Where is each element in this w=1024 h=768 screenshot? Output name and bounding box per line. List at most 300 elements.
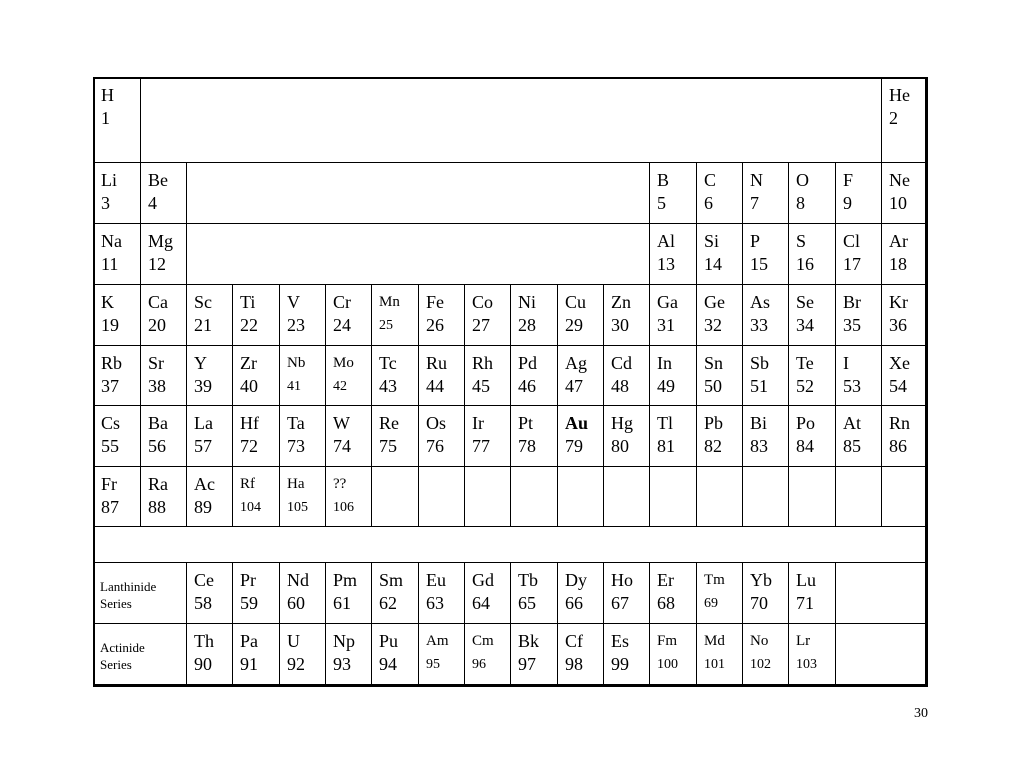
element-symbol: V [287, 292, 300, 312]
element-cell [835, 162, 882, 224]
element-cell [464, 405, 511, 467]
element-symbol: Ru [426, 353, 448, 373]
element-cell [788, 562, 836, 624]
atomic-number: 15 [750, 254, 768, 274]
element-cell [603, 405, 650, 467]
element-cell [649, 562, 697, 624]
element-cell [279, 562, 326, 624]
empty-cell [557, 466, 604, 527]
element-cell [649, 345, 697, 406]
element-cell [603, 562, 650, 624]
element-symbol: Re [379, 413, 399, 433]
element-cell [788, 405, 836, 467]
element-symbol: La [194, 413, 213, 433]
atomic-number: 77 [472, 436, 490, 456]
element-symbol: I [843, 353, 849, 373]
element-cell [557, 284, 604, 346]
element-cell [325, 562, 372, 624]
element-symbol: Ne [889, 170, 910, 190]
element-symbol: Ce [194, 570, 214, 590]
empty-cell [464, 466, 511, 527]
element-cell [279, 284, 326, 346]
element-symbol: Zn [611, 292, 631, 312]
atomic-number: 68 [657, 593, 675, 613]
element-symbol: Be [148, 170, 168, 190]
element-cell [881, 162, 928, 224]
element-cell [649, 405, 697, 467]
atomic-number: 5 [657, 193, 666, 213]
atomic-number: 56 [148, 436, 166, 456]
atomic-number: 12 [148, 254, 166, 274]
element-cell [186, 345, 233, 406]
element-cell [232, 466, 280, 527]
actinide-series-label [93, 623, 187, 687]
element-symbol: Eu [426, 570, 446, 590]
element-symbol: P [750, 231, 761, 251]
atomic-number: 27 [472, 315, 490, 335]
atomic-number: 31 [657, 315, 675, 335]
atomic-number: 28 [518, 315, 536, 335]
element-symbol: Ac [194, 474, 215, 494]
element-cell [603, 284, 650, 346]
atomic-number: 8 [796, 193, 805, 213]
element-symbol: Hg [611, 413, 633, 433]
element-cell [742, 562, 789, 624]
element-cell [140, 223, 187, 285]
element-cell [649, 223, 697, 285]
element-symbol: Pt [518, 413, 534, 433]
atomic-number: 20 [148, 315, 166, 335]
element-symbol: Ni [518, 292, 536, 312]
element-symbol: Zr [240, 353, 257, 373]
element-cell [140, 345, 187, 406]
element-symbol: Er [657, 570, 674, 590]
series-label-line: Actinide [100, 640, 145, 655]
atomic-number: 106 [333, 500, 354, 515]
element-symbol: Tm [704, 572, 725, 588]
element-cell [742, 223, 789, 285]
atomic-number: 47 [565, 376, 583, 396]
separator-row [93, 526, 928, 563]
atomic-number: 16 [796, 254, 814, 274]
element-symbol: Os [426, 413, 447, 433]
element-cell [742, 345, 789, 406]
element-symbol: Se [796, 292, 814, 312]
element-cell [788, 284, 836, 346]
atomic-number: 85 [843, 436, 861, 456]
empty-cell [418, 466, 465, 527]
atomic-number: 9 [843, 193, 852, 213]
empty-cell [649, 466, 697, 527]
element-cell [557, 562, 604, 624]
element-symbol: Lu [796, 570, 816, 590]
element-symbol: N [750, 170, 763, 190]
element-cell [696, 405, 743, 467]
element-cell [371, 405, 419, 467]
element-symbol: Ba [148, 413, 168, 433]
atomic-number: 95 [426, 657, 440, 672]
atomic-number: 101 [704, 657, 725, 672]
element-cell [140, 162, 187, 224]
element-cell [140, 405, 187, 467]
element-cell [464, 345, 511, 406]
atomic-number: 11 [101, 254, 119, 274]
element-cell [881, 345, 928, 406]
atomic-number: 71 [796, 593, 814, 613]
element-symbol: Sc [194, 292, 212, 312]
atomic-number: 2 [889, 108, 898, 128]
element-cell [557, 345, 604, 406]
atomic-number: 73 [287, 436, 305, 456]
element-cell [696, 562, 743, 624]
atomic-number: 32 [704, 315, 722, 335]
atomic-number: 46 [518, 376, 536, 396]
element-cell [696, 345, 743, 406]
atomic-number: 78 [518, 436, 536, 456]
atomic-number: 36 [889, 315, 907, 335]
series-label-line: Lanthinide [100, 579, 157, 594]
element-cell [325, 623, 372, 687]
element-symbol: Sn [704, 353, 724, 373]
element-cell [788, 162, 836, 224]
empty-cell [696, 466, 743, 527]
element-cell [742, 405, 789, 467]
atomic-number: 49 [657, 376, 675, 396]
atomic-number: 87 [101, 497, 119, 517]
element-symbol: Cm [472, 633, 494, 649]
element-symbol: Yb [750, 570, 772, 590]
element-cell [835, 405, 882, 467]
element-symbol: S [796, 231, 807, 251]
element-symbol: Pm [333, 570, 358, 590]
atomic-number: 42 [333, 379, 347, 394]
element-symbol: As [750, 292, 771, 312]
element-symbol: Pu [379, 631, 399, 651]
element-symbol: Fe [426, 292, 444, 312]
atomic-number: 65 [518, 593, 536, 613]
atomic-number: 66 [565, 593, 583, 613]
element-symbol: Ho [611, 570, 633, 590]
element-symbol: Y [194, 353, 207, 373]
empty-cell [835, 466, 882, 527]
element-symbol: O [796, 170, 809, 190]
atomic-number: 54 [889, 376, 907, 396]
atomic-number: 105 [287, 500, 308, 515]
atomic-number: 3 [101, 193, 110, 213]
element-symbol: Hf [240, 413, 259, 433]
element-symbol: At [843, 413, 861, 433]
empty-cell [881, 466, 928, 527]
atomic-number: 61 [333, 593, 351, 613]
atomic-number: 91 [240, 654, 258, 674]
series-label-line: Series [100, 657, 132, 672]
element-cell [788, 623, 836, 687]
element-symbol: Te [796, 353, 814, 373]
element-symbol: Cf [565, 631, 583, 651]
element-symbol: No [750, 633, 769, 649]
element-cell [140, 284, 187, 346]
element-symbol: Rf [240, 476, 255, 492]
element-cell [603, 623, 650, 687]
atomic-number: 1 [101, 108, 110, 128]
element-cell [371, 345, 419, 406]
element-cell [93, 345, 141, 406]
atomic-number: 62 [379, 593, 397, 613]
atomic-number: 75 [379, 436, 397, 456]
element-symbol: Tb [518, 570, 538, 590]
atomic-number: 92 [287, 654, 305, 674]
element-cell [371, 623, 419, 687]
element-symbol: Cu [565, 292, 587, 312]
element-symbol: Gd [472, 570, 494, 590]
element-symbol: Mo [333, 355, 354, 371]
atomic-number: 17 [843, 254, 861, 274]
element-symbol: Ha [287, 476, 305, 492]
element-cell [93, 223, 141, 285]
element-cell [510, 623, 558, 687]
element-symbol: Ta [287, 413, 305, 433]
element-cell [696, 162, 743, 224]
atomic-number: 103 [796, 657, 817, 672]
empty-cell [603, 466, 650, 527]
atomic-number: 69 [704, 596, 718, 611]
atomic-number: 96 [472, 657, 486, 672]
element-symbol: Cl [843, 231, 861, 251]
atomic-number: 89 [194, 497, 212, 517]
atomic-number: 60 [287, 593, 305, 613]
atomic-number: 81 [657, 436, 675, 456]
element-symbol: Ge [704, 292, 725, 312]
atomic-number: 6 [704, 193, 713, 213]
element-cell [649, 623, 697, 687]
element-symbol: Ti [240, 292, 256, 312]
atomic-number: 10 [889, 193, 907, 213]
element-symbol: H [101, 85, 114, 105]
atomic-number: 45 [472, 376, 490, 396]
element-cell [232, 284, 280, 346]
element-symbol: Tc [379, 353, 397, 373]
element-cell [279, 623, 326, 687]
atomic-number: 58 [194, 593, 212, 613]
element-cell [835, 284, 882, 346]
atomic-number: 84 [796, 436, 814, 456]
element-cell [464, 562, 511, 624]
element-cell [325, 405, 372, 467]
atomic-number: 14 [704, 254, 722, 274]
empty-cell [835, 623, 928, 687]
element-symbol: U [287, 631, 300, 651]
element-symbol: Kr [889, 292, 908, 312]
gap-cell [186, 223, 650, 285]
element-symbol: Ag [565, 353, 587, 373]
element-cell [186, 623, 233, 687]
atomic-number: 7 [750, 193, 759, 213]
atomic-number: 64 [472, 593, 490, 613]
atomic-number: 97 [518, 654, 536, 674]
element-symbol: Rn [889, 413, 911, 433]
element-cell [835, 345, 882, 406]
atomic-number: 29 [565, 315, 583, 335]
atomic-number: 26 [426, 315, 444, 335]
atomic-number: 90 [194, 654, 212, 674]
atomic-number: 38 [148, 376, 166, 396]
element-symbol: Rb [101, 353, 123, 373]
atomic-number: 88 [148, 497, 166, 517]
element-cell [418, 623, 465, 687]
element-cell [742, 162, 789, 224]
element-cell [325, 466, 372, 527]
element-cell [418, 562, 465, 624]
atomic-number: 59 [240, 593, 258, 613]
atomic-number: 24 [333, 315, 351, 335]
gap-cell [186, 162, 650, 224]
element-symbol: Mg [148, 231, 174, 251]
element-cell [93, 405, 141, 467]
atomic-number: 40 [240, 376, 258, 396]
element-symbol: Na [101, 231, 122, 251]
atomic-number: 33 [750, 315, 768, 335]
atomic-number: 19 [101, 315, 119, 335]
empty-cell [742, 466, 789, 527]
empty-cell [788, 466, 836, 527]
element-cell [603, 345, 650, 406]
element-cell [93, 162, 141, 224]
element-cell [510, 405, 558, 467]
element-symbol: Pb [704, 413, 724, 433]
element-symbol: Mn [379, 294, 400, 310]
atomic-number: 99 [611, 654, 629, 674]
periodic-table [93, 77, 927, 686]
atomic-number: 100 [657, 657, 678, 672]
element-cell [464, 623, 511, 687]
element-cell [510, 345, 558, 406]
atomic-number: 44 [426, 376, 444, 396]
element-cell [232, 623, 280, 687]
atomic-number: 21 [194, 315, 212, 335]
element-symbol: Am [426, 633, 449, 649]
empty-cell [835, 562, 928, 624]
element-symbol: Nb [287, 355, 306, 371]
element-symbol: Pa [240, 631, 258, 651]
atomic-number: 83 [750, 436, 768, 456]
atomic-number: 102 [750, 657, 771, 672]
atomic-number: 80 [611, 436, 629, 456]
element-cell [279, 405, 326, 467]
element-symbol: Cd [611, 353, 633, 373]
element-symbol: He [889, 85, 910, 105]
element-cell [696, 284, 743, 346]
element-symbol: In [657, 353, 672, 373]
element-cell [788, 223, 836, 285]
element-symbol: Al [657, 231, 675, 251]
element-cell [232, 405, 280, 467]
element-symbol: Au [565, 413, 589, 433]
element-symbol: Ar [889, 231, 908, 251]
element-symbol: Dy [565, 570, 587, 590]
element-symbol: Ca [148, 292, 168, 312]
element-cell [186, 562, 233, 624]
element-cell [418, 405, 465, 467]
element-cell [788, 345, 836, 406]
atomic-number: 52 [796, 376, 814, 396]
element-symbol: Sr [148, 353, 165, 373]
element-cell [418, 284, 465, 346]
element-cell [325, 284, 372, 346]
element-cell [510, 284, 558, 346]
atomic-number: 51 [750, 376, 768, 396]
element-cell [232, 562, 280, 624]
element-cell [696, 623, 743, 687]
element-symbol: Md [704, 633, 725, 649]
element-symbol: Xe [889, 353, 910, 373]
element-cell [464, 284, 511, 346]
atomic-number: 74 [333, 436, 351, 456]
element-symbol: Bi [750, 413, 768, 433]
element-symbol: Es [611, 631, 629, 651]
atomic-number: 4 [148, 193, 157, 213]
element-cell [649, 162, 697, 224]
empty-cell [510, 466, 558, 527]
element-cell [881, 223, 928, 285]
element-symbol: Sm [379, 570, 404, 590]
element-symbol: Sb [750, 353, 770, 373]
element-cell [371, 284, 419, 346]
atomic-number: 53 [843, 376, 861, 396]
atomic-number: 76 [426, 436, 444, 456]
atomic-number: 13 [657, 254, 675, 274]
atomic-number: 98 [565, 654, 583, 674]
element-symbol: Co [472, 292, 494, 312]
element-cell [279, 345, 326, 406]
element-cell [696, 223, 743, 285]
element-cell [881, 284, 928, 346]
gap-cell [140, 77, 882, 163]
element-symbol: Cr [333, 292, 351, 312]
element-cell [279, 466, 326, 527]
element-cell [325, 345, 372, 406]
element-symbol: Li [101, 170, 117, 190]
element-cell [557, 623, 604, 687]
element-symbol: Po [796, 413, 816, 433]
element-cell [93, 284, 141, 346]
atomic-number: 55 [101, 436, 119, 456]
element-symbol: B [657, 170, 670, 190]
lanthanide-series-label [93, 562, 187, 624]
element-cell [186, 405, 233, 467]
atomic-number: 79 [565, 436, 583, 456]
element-cell [742, 284, 789, 346]
atomic-number: 94 [379, 654, 397, 674]
element-symbol: Ra [148, 474, 168, 494]
atomic-number: 82 [704, 436, 722, 456]
atomic-number: 39 [194, 376, 212, 396]
atomic-number: 104 [240, 500, 261, 515]
series-label-line: Series [100, 596, 132, 611]
element-cell [93, 466, 141, 527]
element-cell [232, 345, 280, 406]
element-cell [93, 77, 141, 163]
element-symbol: Ga [657, 292, 678, 312]
element-symbol: Rh [472, 353, 494, 373]
element-symbol: ?? [333, 476, 347, 492]
atomic-number: 43 [379, 376, 397, 396]
atomic-number: 48 [611, 376, 629, 396]
element-symbol: Nd [287, 570, 309, 590]
atomic-number: 30 [611, 315, 629, 335]
element-cell [186, 284, 233, 346]
element-symbol: Fm [657, 633, 678, 649]
element-symbol: Fr [101, 474, 118, 494]
